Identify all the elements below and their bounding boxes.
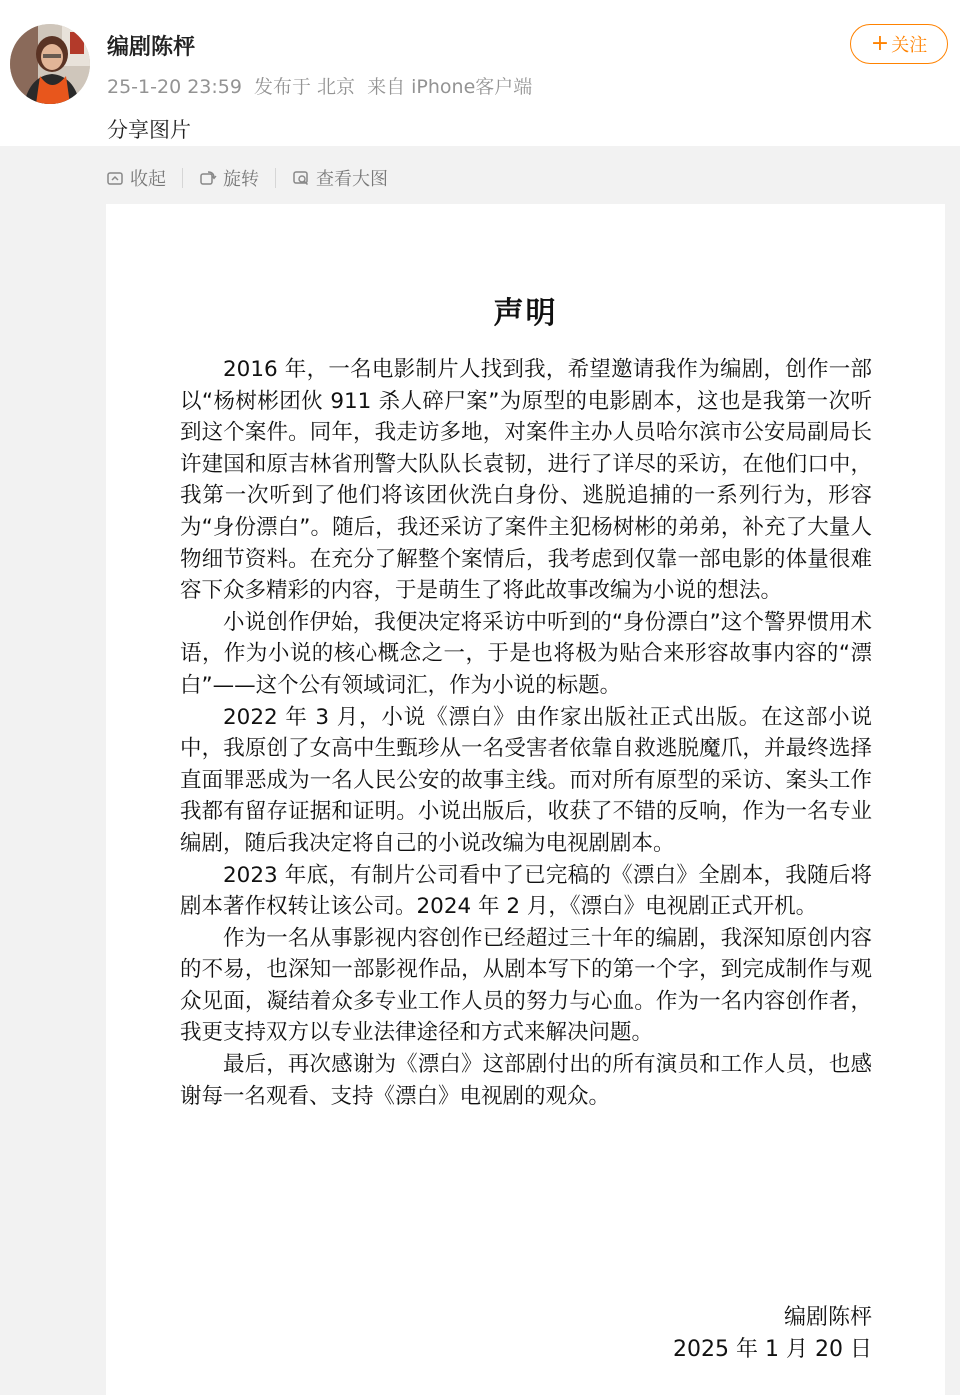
- rotate-label: 旋转: [223, 169, 259, 190]
- follow-button[interactable]: [850, 24, 948, 64]
- post-header: [0, 0, 960, 146]
- view-large-icon: [292, 169, 310, 187]
- avatar[interactable]: [10, 24, 90, 104]
- collapse-label: 收起: [130, 169, 166, 190]
- view-large-button[interactable]: [292, 165, 388, 191]
- statement-paragraph: 最后，再次感谢为《漂白》这部剧付出的所有演员和工作人员，也感谢每一名观看、支持《漂白》电视剧的观众。: [180, 1052, 872, 1109]
- statement-title: 声明: [493, 296, 558, 331]
- signature: [673, 1302, 872, 1366]
- follow-label: 关注: [891, 35, 928, 56]
- rotate-icon: [199, 169, 217, 187]
- statement-body: [180, 354, 872, 1112]
- statement-paragraph: 作为一名从事影视内容创作已经超过三十年的编剧，我深知原创内容的不易，也深知一部影视作品，从剧本写下的第一个字，到完成制作与观众见面，凝结着众多专业工作人员的努力与心血。作为一名内容创作者，我更支持双方以专业法律途径和方式来解决问题。: [180, 925, 872, 1046]
- post-location: 发布于 北京: [254, 76, 356, 98]
- statement-image[interactable]: [106, 204, 945, 1395]
- view-large-label: 查看大图: [316, 169, 388, 190]
- rotate-button[interactable]: [199, 165, 259, 191]
- media-area: [0, 146, 960, 1395]
- image-toolbar: [106, 162, 388, 194]
- toolbar-divider: [182, 168, 183, 188]
- statement-paragraph: 2022 年 3 月，小说《漂白》由作家出版社正式出版。在这部小说中，我原创了女高中生甄珍从一名受害者依靠自救逃脱魔爪，并最终选择直面罪恶成为一名人民公安的故事主线。而对所有原型的采访、案头工作我都有留存证据和证明。小说出版后，收获了不错的反响，作为一名专业编剧，随后我决定将自己的小说改编为电视剧剧本。: [180, 704, 872, 856]
- collapse-icon: [106, 169, 124, 187]
- collapse-button[interactable]: [106, 165, 166, 191]
- post-text: 分享图片: [107, 118, 191, 142]
- statement-paragraph: 2023 年底，有制片公司看中了已完稿的《漂白》全剧本，我随后将剧本著作权转让该公司。2024 年 2 月，《漂白》电视剧正式开机。: [180, 862, 872, 920]
- toolbar-divider: [275, 168, 276, 188]
- statement-paragraph: 2016 年，一名电影制片人找到我，希望邀请我作为编剧，创作一部以“杨树彬团伙 911 杀人碎尸案”为原型的电影剧本，这也是我第一次听到这个案件。同年，我走访多地，对案件主办人员哈尔滨市公安局副局长许建国和原吉林省刑警大队队长袁韧，进行了详尽的采访，在他们口中，我第一次听到了他们将该团伙洗白身份、逃脱追捕的一系列行为，形容为“身份漂白”。随后，我还采访了案件主犯杨树彬的弟弟，补充了大量人物细节资料。在充分了解整个案情后，我考虑到仅靠一部电影的体量很难容下众多精彩的内容，于是萌生了将此故事改编为小说的想法。: [180, 357, 872, 604]
- signature-name: 编剧陈枰: [783, 1305, 872, 1330]
- author-name[interactable]: 编剧陈枰: [107, 35, 196, 60]
- avatar-image: [10, 24, 90, 104]
- post-timestamp[interactable]: 25-1-20 23:59: [107, 76, 242, 98]
- signature-date: 2025 年 1 月 20 日: [673, 1337, 872, 1362]
- post-source: 来自 iPhone客户端: [367, 76, 533, 98]
- plus-icon: +: [870, 31, 890, 56]
- post-meta: [107, 72, 538, 99]
- statement-paragraph: 小说创作伊始，我便决定将采访中听到的“身份漂白”这个警界惯用术语，作为小说的核心概念之一，于是也将极为贴合来形容故事内容的“漂白”——这个公有领域词汇，作为小说的标题。: [180, 609, 872, 698]
